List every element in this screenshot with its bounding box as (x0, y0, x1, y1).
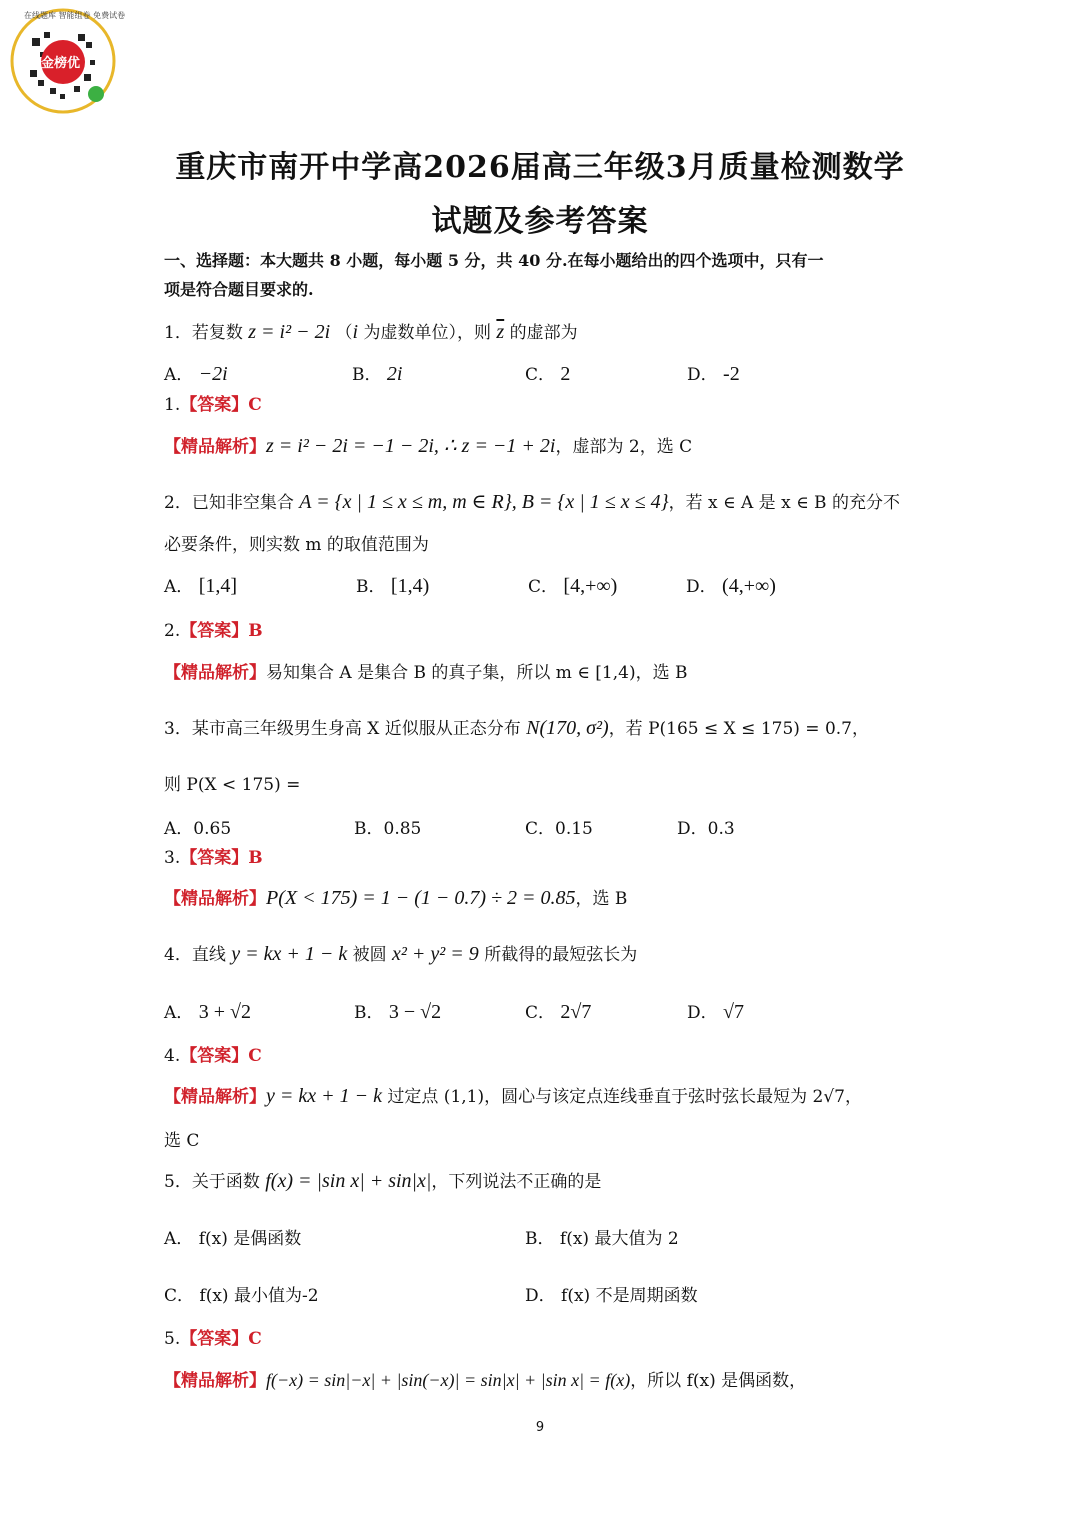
logo-badge: 金榜优 (41, 56, 81, 71)
q3-option-c: C．0.15 (525, 819, 593, 839)
q4-option-c: C． 2√7 (525, 1001, 592, 1023)
question-5: 5．关于函数 f(x) = |sin x| + sin|x|，下列说法不正确的是 (164, 1170, 602, 1192)
logo-ring-text: 在线题库 智能组卷 免费试卷 (24, 11, 126, 20)
q5-option-b: B． f(x) 最大值为 2 (525, 1229, 679, 1249)
section-header-line1: 一、选择题：本大题共 8 小题，每小题 5 分，共 40 分.在每小题给出的四个选项中，只有一 (164, 251, 824, 270)
q2-option-d: D． (4,+∞) (686, 575, 776, 597)
q1-option-d: D． -2 (687, 363, 740, 385)
q4-solution: 【精品解析】y = kx + 1 − k 过定点 (1,1)，圆心与该定点连线垂直于弦时弦长最短为 2√7， (164, 1085, 862, 1107)
q1-answer: 1.【答案】C (164, 395, 262, 415)
q4-option-b: B． 3 − √2 (354, 1001, 442, 1023)
q4-option-d: D． √7 (687, 1001, 745, 1023)
question-2-line2: 必要条件，则实数 m 的取值范围为 (164, 535, 429, 555)
q1-solution: 【精品解析】z = i² − 2i = −1 − 2i, ∴ z = −1 + 2i，虚部为 2，选 C (164, 435, 693, 457)
page-title: 重庆市南开中学高2026届高三年级3月质量检测数学 (175, 150, 905, 185)
q2-option-c: C． [4,+∞) (528, 575, 618, 597)
q4-solution-line2: 选 C (164, 1131, 200, 1151)
q3-option-a: A．0.65 (164, 819, 232, 839)
q2-option-b: B． [1,4) (356, 575, 430, 597)
q2-option-a: A． [1,4] (164, 575, 238, 597)
question-1: 1．若复数 z = i² − 2i （i 为虚数单位），则 $\overline{z}$ 的虚部为 (164, 321, 578, 343)
page-subtitle: 试题及参考答案 (431, 204, 649, 239)
q5-solution: 【精品解析】f(−x) = sin|−x| + |sin(−x)| = sin|x| + |sin x| = f(x)，所以 f(x) 是偶函数， (164, 1370, 807, 1391)
q1-option-b: B． 2i (352, 363, 403, 385)
q4-option-a: A． 3 + √2 (164, 1001, 251, 1023)
q5-answer: 5.【答案】C (164, 1329, 262, 1349)
question-3-line2: 则 P(X < 175) = (164, 775, 301, 795)
qr-logo (10, 8, 126, 114)
q5-option-a: A． f(x) 是偶函数 (164, 1229, 302, 1249)
question-2: 2．已知非空集合 A = {x | 1 ≤ x ≤ m, m ∈ R}, B = {x | 1 ≤ x ≤ 4}，若 x ∈ A 是 x ∈ B 的充分不 (164, 491, 900, 513)
question-4: 4．直线 y = kx + 1 − k 被圆 x² + y² = 9 所截得的最短弦长为 (164, 943, 638, 965)
q5-option-d: D． f(x) 不是周期函数 (525, 1286, 698, 1306)
section-header-line2: 项是符合题目要求的. (164, 280, 314, 299)
q1-option-c: C． 2 (525, 363, 571, 385)
q2-solution: 【精品解析】易知集合 A 是集合 B 的真子集，所以 m ∈ [1,4)，选 B (164, 663, 688, 683)
q3-option-b: B．0.85 (354, 819, 422, 839)
q3-solution: 【精品解析】P(X < 175) = 1 − (1 − 0.7) ÷ 2 = 0.85，选 B (164, 887, 628, 909)
q5-option-c: C． f(x) 最小值为-2 (164, 1286, 319, 1306)
q3-option-d: D．0.3 (677, 819, 735, 839)
q4-answer: 4.【答案】C (164, 1046, 262, 1066)
q3-answer: 3.【答案】B (164, 848, 263, 868)
q2-answer: 2.【答案】B (164, 621, 263, 641)
question-3: 3．某市高三年级男生身高 X 近似服从正态分布 N(170, σ²)，若 P(165 ≤ X ≤ 175) = 0.7， (164, 717, 869, 739)
q1-option-a: A． −2i (164, 363, 228, 385)
page-number: 9 (535, 1420, 545, 1435)
